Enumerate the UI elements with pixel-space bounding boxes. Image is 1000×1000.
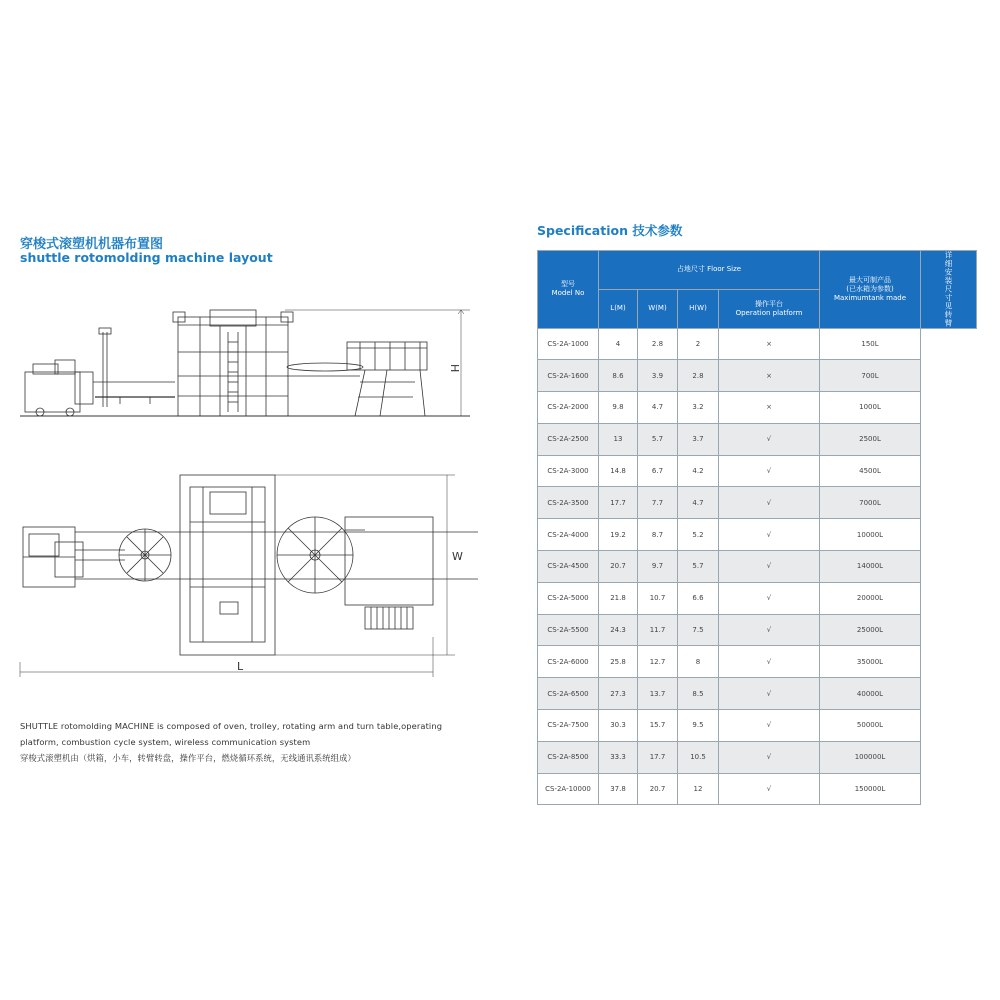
description-line-2: platform, combustion cycle system, wireless communication system	[20, 737, 311, 747]
cell-max: 7000L	[820, 487, 921, 519]
cell-max: 4500L	[820, 455, 921, 487]
cell-w: 11.7	[638, 614, 678, 646]
cell-platform: √	[719, 423, 820, 455]
side-note-text: 详细安装尺寸见转臂	[944, 251, 953, 328]
cell-model: CS-2A-3000	[538, 455, 599, 487]
cell-w: 5.7	[638, 423, 678, 455]
cell-platform: √	[719, 710, 820, 742]
cell-h: 6.6	[678, 582, 719, 614]
header-platform-en: Operation platform	[735, 308, 803, 317]
cell-w: 8.7	[638, 519, 678, 551]
cell-platform: √	[719, 678, 820, 710]
cell-w: 3.9	[638, 360, 678, 392]
cell-w: 13.7	[638, 678, 678, 710]
cell-model: CS-2A-10000	[538, 773, 599, 805]
cell-max: 150L	[820, 328, 921, 360]
cell-h: 9.5	[678, 710, 719, 742]
header-max-tank	[820, 251, 921, 329]
cell-h: 4.7	[678, 487, 719, 519]
cell-max: 1000L	[820, 392, 921, 424]
header-model-en: Model No	[551, 289, 585, 298]
dim-w-label: W	[452, 550, 463, 563]
cell-l: 33.3	[599, 741, 638, 773]
cell-l: 8.6	[599, 360, 638, 392]
table-row	[538, 678, 977, 710]
layout-title-cn: 穿梭式滚塑机机器布置图	[20, 237, 164, 252]
layout-title-en: shuttle rotomolding machine layout	[20, 250, 273, 265]
cell-l: 25.8	[599, 646, 638, 678]
cell-h: 5.2	[678, 519, 719, 551]
table-row	[538, 582, 977, 614]
plan-view	[20, 475, 478, 677]
cell-h: 2	[678, 328, 719, 360]
table-row	[538, 328, 977, 360]
cell-platform: ×	[719, 360, 820, 392]
cell-model: CS-2A-4000	[538, 519, 599, 551]
table-row	[538, 360, 977, 392]
table-row	[538, 773, 977, 805]
cell-model: CS-2A-1000	[538, 328, 599, 360]
cell-model: CS-2A-7500	[538, 710, 599, 742]
description-line-1: SHUTTLE rotomolding MACHINE is composed of oven, trolley, rotating arm and turn table,operating	[20, 721, 443, 731]
cell-max: 2500L	[820, 423, 921, 455]
dim-h-label: H	[448, 364, 461, 373]
cell-l: 13	[599, 423, 638, 455]
cell-h: 5.7	[678, 551, 719, 583]
cell-l: 19.2	[599, 519, 638, 551]
cell-max: 20000L	[820, 582, 921, 614]
cell-w: 6.7	[638, 455, 678, 487]
table-row	[538, 423, 977, 455]
cell-platform: √	[719, 773, 820, 805]
cell-model: CS-2A-5000	[538, 582, 599, 614]
cell-w: 2.8	[638, 328, 678, 360]
table-row	[538, 614, 977, 646]
cell-w: 17.7	[638, 741, 678, 773]
cell-platform: √	[719, 646, 820, 678]
table-row	[538, 646, 977, 678]
spec-table-body	[538, 328, 977, 805]
cell-w: 15.7	[638, 710, 678, 742]
cell-h: 3.2	[678, 392, 719, 424]
cell-model: CS-2A-1600	[538, 360, 599, 392]
header-max-cn2: (已水箱为参数)	[846, 284, 894, 293]
cell-h: 12	[678, 773, 719, 805]
cell-platform: √	[719, 614, 820, 646]
header-platform	[719, 289, 820, 328]
cell-platform: ×	[719, 328, 820, 360]
cell-max: 25000L	[820, 614, 921, 646]
cell-model: CS-2A-3500	[538, 487, 599, 519]
header-floor-size: 占地尺寸 Floor Size	[599, 251, 820, 290]
cell-w: 7.7	[638, 487, 678, 519]
cell-max: 100000L	[820, 741, 921, 773]
header-max-en: Maximumtank made	[833, 293, 907, 302]
cell-model: CS-2A-6000	[538, 646, 599, 678]
cell-w: 12.7	[638, 646, 678, 678]
cell-l: 37.8	[599, 773, 638, 805]
cell-max: 35000L	[820, 646, 921, 678]
description-line-3: 穿梭式滚塑机由（烘箱，小车，转臂转盘，操作平台，燃烧循环系统，无线通讯系统组成）	[20, 753, 356, 763]
table-row	[538, 519, 977, 551]
cell-w: 10.7	[638, 582, 678, 614]
spec-table	[537, 250, 977, 805]
header-w: W(M)	[638, 289, 678, 328]
table-row	[538, 392, 977, 424]
cell-l: 14.8	[599, 455, 638, 487]
cell-h: 7.5	[678, 614, 719, 646]
cell-max: 50000L	[820, 710, 921, 742]
table-row	[538, 741, 977, 773]
cell-platform: √	[719, 582, 820, 614]
cell-model: CS-2A-2500	[538, 423, 599, 455]
header-model-cn: 型号	[561, 280, 575, 289]
cell-l: 27.3	[599, 678, 638, 710]
header-l: L(M)	[599, 289, 638, 328]
cell-l: 4	[599, 328, 638, 360]
cell-model: CS-2A-6500	[538, 678, 599, 710]
cell-l: 17.7	[599, 487, 638, 519]
cell-h: 4.2	[678, 455, 719, 487]
table-row	[538, 710, 977, 742]
cell-model: CS-2A-8500	[538, 741, 599, 773]
machine-layout-drawing	[15, 292, 490, 687]
cell-max: 10000L	[820, 519, 921, 551]
cell-max: 150000L	[820, 773, 921, 805]
cell-model: CS-2A-5500	[538, 614, 599, 646]
side-elevation-view	[20, 310, 470, 416]
cell-model: CS-2A-2000	[538, 392, 599, 424]
cell-platform: ×	[719, 392, 820, 424]
table-row	[538, 551, 977, 583]
cell-max: 40000L	[820, 678, 921, 710]
cell-model: CS-2A-4500	[538, 551, 599, 583]
header-h: H(W)	[678, 289, 719, 328]
cell-l: 24.3	[599, 614, 638, 646]
header-platform-cn: 操作平台	[755, 299, 783, 308]
cell-max: 14000L	[820, 551, 921, 583]
cell-h: 8.5	[678, 678, 719, 710]
cell-platform: √	[719, 551, 820, 583]
layout-description	[20, 718, 470, 766]
cell-max: 700L	[820, 360, 921, 392]
dim-l-label: L	[237, 660, 244, 673]
cell-l: 9.8	[599, 392, 638, 424]
spec-title: Specification 技术参数	[537, 223, 683, 238]
cell-h: 3.7	[678, 423, 719, 455]
cell-h: 8	[678, 646, 719, 678]
header-max-cn: 最大可制产品	[849, 275, 891, 284]
cell-h: 10.5	[678, 741, 719, 773]
cell-platform: √	[719, 519, 820, 551]
cell-l: 20.7	[599, 551, 638, 583]
cell-l: 21.8	[599, 582, 638, 614]
cell-w: 9.7	[638, 551, 678, 583]
header-model	[538, 251, 599, 329]
cell-h: 2.8	[678, 360, 719, 392]
cell-platform: √	[719, 455, 820, 487]
cell-platform: √	[719, 741, 820, 773]
table-row	[538, 455, 977, 487]
cell-platform: √	[719, 487, 820, 519]
table-row	[538, 487, 977, 519]
side-note-column	[921, 251, 977, 329]
cell-w: 20.7	[638, 773, 678, 805]
cell-w: 4.7	[638, 392, 678, 424]
cell-l: 30.3	[599, 710, 638, 742]
